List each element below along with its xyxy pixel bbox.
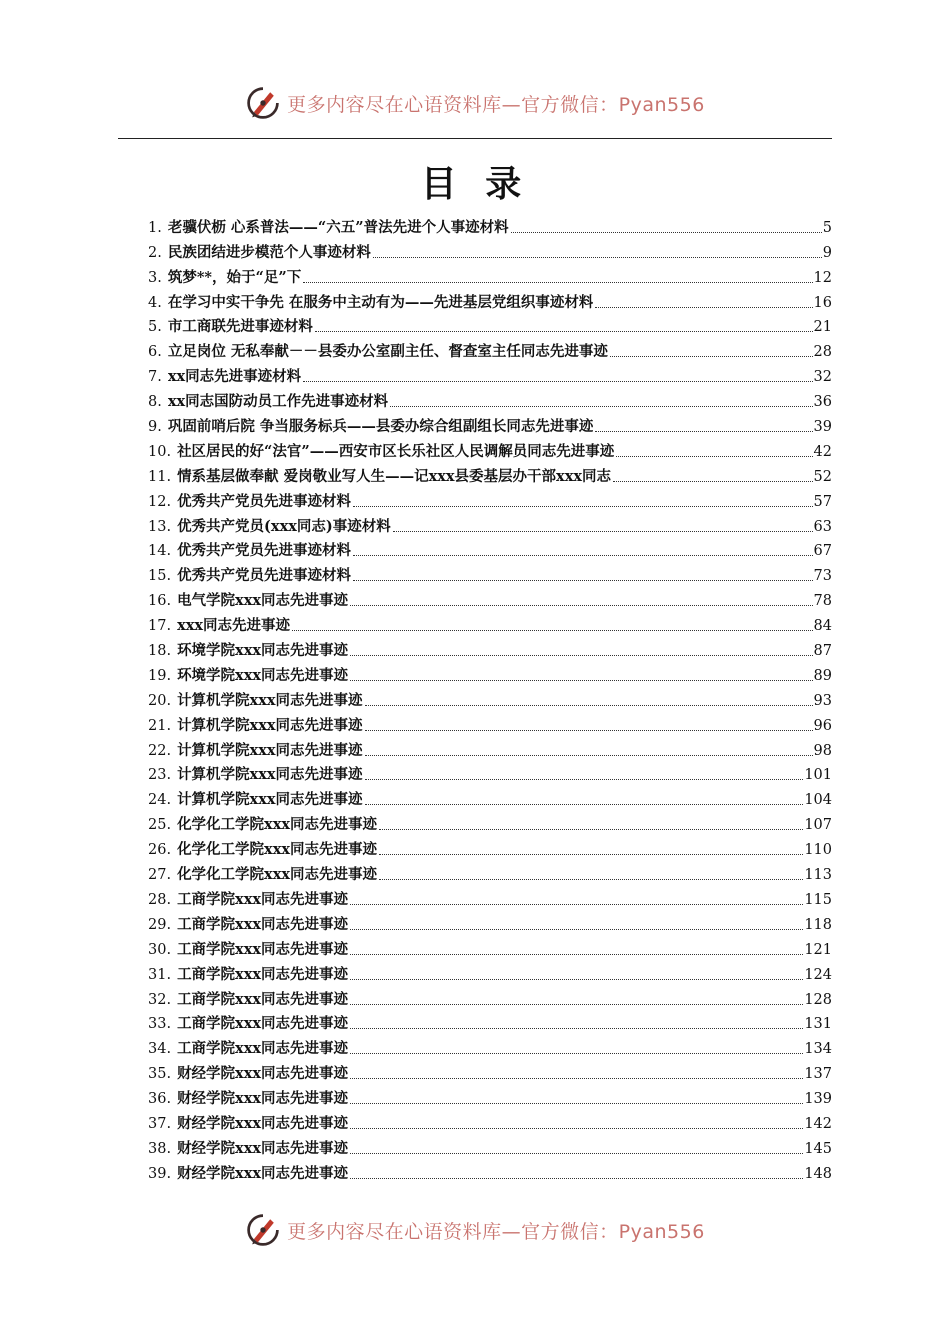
toc-entry-page: 12 — [813, 269, 832, 286]
toc-entry-title: 财经学院xxx同志先进事迹 — [177, 1090, 348, 1108]
toc-leader-dots — [292, 620, 813, 631]
toc-entry-page: 52 — [813, 468, 832, 485]
toc-entry-title: 优秀共产党员先进事迹材料 — [177, 567, 352, 585]
toc-leader-dots — [379, 869, 803, 880]
toc-entry[interactable] — [148, 1158, 832, 1183]
toc-entry-number: 39. — [148, 1165, 172, 1182]
toc-entry-number: 2. — [148, 244, 162, 261]
toc-entry-number: 22. — [148, 742, 172, 759]
toc-entry[interactable] — [148, 959, 832, 984]
toc-entry-page: 121 — [804, 941, 832, 958]
toc-entry-number: 11. — [148, 468, 172, 485]
header-banner — [0, 83, 950, 123]
toc-entry[interactable] — [148, 760, 832, 785]
toc-entry-title: 工商学院xxx同志先进事迹 — [177, 940, 348, 958]
toc-entry-page: 42 — [813, 443, 832, 460]
toc-leader-dots — [350, 994, 803, 1005]
toc-leader-dots — [365, 769, 804, 780]
toc-entry-number: 8. — [148, 394, 162, 411]
toc-entry[interactable] — [148, 934, 832, 959]
toc-leader-dots — [303, 272, 812, 283]
toc-entry-number: 27. — [148, 867, 172, 884]
toc-entry-page: 16 — [813, 294, 832, 311]
toc-leader-dots — [595, 421, 812, 432]
toc-leader-dots — [365, 745, 813, 756]
toc-entry[interactable] — [148, 336, 832, 361]
toc-entry-page: 104 — [804, 792, 832, 809]
toc-entry-number: 37. — [148, 1115, 172, 1132]
toc-entry[interactable] — [148, 312, 832, 337]
toc-entry[interactable] — [148, 1033, 832, 1058]
pen-logo-icon — [245, 1212, 281, 1248]
toc-entry-number: 29. — [148, 916, 172, 933]
page-title: 目 录 — [420, 163, 530, 205]
toc-entry[interactable] — [148, 585, 832, 610]
toc-leader-dots — [350, 1093, 803, 1104]
toc-entry-title: 计算机学院xxx同志先进事迹 — [177, 716, 363, 734]
toc-entry-title: 财经学院xxx同志先进事迹 — [177, 1139, 348, 1157]
toc-entry-title: 化学化工学院xxx同志先进事迹 — [177, 816, 377, 834]
toc-leader-dots — [613, 471, 813, 482]
toc-entry[interactable] — [148, 386, 832, 411]
toc-entry[interactable] — [148, 212, 832, 237]
pen-logo-icon — [245, 85, 281, 121]
toc-leader-dots — [610, 346, 813, 357]
toc-entry-title: xx同志国防动员工作先进事迹材料 — [167, 393, 389, 411]
toc-leader-dots — [511, 222, 822, 233]
toc-entry[interactable] — [148, 710, 832, 735]
toc-leader-dots — [303, 371, 812, 382]
toc-leader-dots — [350, 894, 803, 905]
toc-entry-page: 5 — [822, 219, 832, 236]
toc-entry-page: 78 — [813, 593, 832, 610]
toc-entry-title: 电气学院xxx同志先进事迹 — [177, 592, 348, 610]
toc-entry-number: 28. — [148, 891, 172, 908]
toc-entry-number: 20. — [148, 692, 172, 709]
toc-entry-page: 142 — [804, 1115, 832, 1132]
toc-entry-title: xx同志先进事迹材料 — [167, 368, 302, 386]
toc-entry-page: 32 — [813, 369, 832, 386]
toc-leader-dots — [350, 969, 803, 980]
toc-entry-page: 93 — [813, 692, 832, 709]
toc-leader-dots — [353, 496, 812, 507]
toc-entry-title: 社区居民的好“法官”——西安市区长乐社区人民调解员同志先进事迹 — [177, 442, 615, 460]
table-of-contents — [148, 212, 832, 1183]
toc-entry[interactable] — [148, 984, 832, 1009]
toc-entry-number: 14. — [148, 543, 172, 560]
toc-entry[interactable] — [148, 660, 832, 685]
toc-entry[interactable] — [148, 411, 832, 436]
toc-entry-title: 财经学院xxx同志先进事迹 — [177, 1114, 348, 1132]
toc-entry-title: 市工商联先进事迹材料 — [167, 318, 313, 336]
header-divider — [118, 138, 832, 139]
toc-entry[interactable] — [148, 262, 832, 287]
toc-entry-page: 115 — [804, 891, 832, 908]
toc-entry-number: 25. — [148, 817, 172, 834]
toc-leader-dots — [393, 521, 813, 532]
toc-leader-dots — [373, 247, 822, 258]
toc-leader-dots — [365, 720, 813, 731]
toc-entry-number: 21. — [148, 717, 172, 734]
toc-entry-page: 98 — [813, 742, 832, 759]
toc-entry-title: 化学化工学院xxx同志先进事迹 — [177, 866, 377, 884]
toc-entry-number: 17. — [148, 618, 172, 635]
toc-leader-dots — [353, 570, 812, 581]
toc-entry-page: 101 — [804, 767, 832, 784]
toc-entry[interactable] — [148, 685, 832, 710]
toc-entry-number: 3. — [148, 269, 162, 286]
toc-entry-number: 12. — [148, 493, 172, 510]
toc-leader-dots — [379, 819, 803, 830]
toc-entry[interactable] — [148, 536, 832, 561]
toc-entry-number: 15. — [148, 568, 172, 585]
toc-entry[interactable] — [148, 909, 832, 934]
toc-entry[interactable] — [148, 237, 832, 262]
toc-entry-number: 13. — [148, 518, 172, 535]
toc-entry[interactable] — [148, 1133, 832, 1158]
toc-entry-page: 63 — [813, 518, 832, 535]
toc-entry-page: 134 — [804, 1041, 832, 1058]
toc-entry-number: 38. — [148, 1140, 172, 1157]
toc-entry-page: 145 — [804, 1140, 832, 1157]
toc-entry-number: 26. — [148, 842, 172, 859]
toc-entry-page: 73 — [813, 568, 832, 585]
toc-entry-number: 30. — [148, 941, 172, 958]
toc-entry-number: 32. — [148, 991, 172, 1008]
toc-entry[interactable] — [148, 1108, 832, 1133]
toc-entry-number: 16. — [148, 593, 172, 610]
toc-leader-dots — [350, 670, 813, 681]
toc-entry-title: 优秀共产党员先进事迹材料 — [177, 542, 352, 560]
toc-entry-page: 128 — [804, 991, 832, 1008]
toc-entry-page: 113 — [804, 867, 832, 884]
toc-entry-page: 137 — [804, 1066, 832, 1083]
toc-entry-title: 工商学院xxx同志先进事迹 — [177, 1040, 348, 1058]
toc-entry[interactable] — [148, 287, 832, 312]
toc-entry-title: 巩固前哨后院 争当服务标兵——县委办综合组副组长同志先进事迹 — [167, 418, 594, 436]
toc-entry-title: 工商学院xxx同志先进事迹 — [177, 965, 348, 983]
toc-entry-page: 84 — [813, 618, 832, 635]
toc-entry-number: 24. — [148, 792, 172, 809]
toc-entry-title: 工商学院xxx同志先进事迹 — [177, 1015, 348, 1033]
toc-entry-title: 民族团结进步模范个人事迹材料 — [167, 243, 371, 261]
toc-entry-number: 10. — [148, 443, 172, 460]
toc-entry-number: 19. — [148, 667, 172, 684]
toc-leader-dots — [350, 1143, 803, 1154]
toc-entry-number: 1. — [148, 219, 162, 236]
toc-entry-page: 96 — [813, 717, 832, 734]
toc-entry[interactable] — [148, 859, 832, 884]
toc-entry-number: 4. — [148, 294, 162, 311]
toc-entry-number: 18. — [148, 643, 172, 660]
toc-leader-dots — [365, 794, 804, 805]
toc-entry-title: 工商学院xxx同志先进事迹 — [177, 990, 348, 1008]
toc-entry-page: 21 — [813, 319, 832, 336]
toc-entry-page: 124 — [804, 966, 832, 983]
toc-leader-dots — [350, 1018, 803, 1029]
toc-entry-page: 148 — [804, 1165, 832, 1182]
toc-leader-dots — [379, 844, 803, 855]
header-banner-text: 更多内容尽在心语资料库—官方微信：Pyan556 — [287, 93, 705, 116]
toc-leader-dots — [595, 297, 812, 308]
toc-entry[interactable] — [148, 461, 832, 486]
toc-entry-title: 工商学院xxx同志先进事迹 — [177, 915, 348, 933]
toc-entry[interactable] — [148, 784, 832, 809]
toc-entry-number: 34. — [148, 1041, 172, 1058]
toc-entry-number: 6. — [148, 344, 162, 361]
toc-entry-page: 9 — [822, 244, 832, 261]
footer-banner — [0, 1210, 950, 1250]
toc-entry-page: 87 — [813, 643, 832, 660]
toc-entry[interactable] — [148, 436, 832, 461]
toc-entry-page: 107 — [804, 817, 832, 834]
toc-entry-title: 环境学院xxx同志先进事迹 — [177, 666, 348, 684]
toc-leader-dots — [350, 944, 803, 955]
toc-entry[interactable] — [148, 884, 832, 909]
toc-entry[interactable] — [148, 361, 832, 386]
toc-leader-dots — [616, 446, 812, 457]
toc-leader-dots — [315, 321, 813, 332]
toc-entry[interactable] — [148, 486, 832, 511]
toc-entry[interactable] — [148, 735, 832, 760]
toc-entry-page: 131 — [804, 1016, 832, 1033]
toc-entry[interactable] — [148, 809, 832, 834]
toc-entry-number: 7. — [148, 369, 162, 386]
toc-entry-title: 工商学院xxx同志先进事迹 — [177, 890, 348, 908]
toc-leader-dots — [350, 1043, 803, 1054]
toc-entry[interactable] — [148, 1009, 832, 1034]
toc-leader-dots — [365, 695, 813, 706]
toc-entry-number: 9. — [148, 419, 162, 436]
toc-entry-title: 计算机学院xxx同志先进事迹 — [177, 791, 363, 809]
toc-leader-dots — [390, 396, 812, 407]
toc-entry[interactable] — [148, 560, 832, 585]
toc-entry-page: 28 — [813, 344, 832, 361]
toc-entry-number: 31. — [148, 966, 172, 983]
toc-entry-title: 在学习中实干争先 在服务中主动有为——先进基层党组织事迹材料 — [167, 293, 594, 311]
toc-entry-title: 老骥伏枥 心系普法——“六五”普法先进个人事迹材料 — [167, 218, 509, 236]
footer-banner-text: 更多内容尽在心语资料库—官方微信：Pyan556 — [287, 1220, 705, 1243]
toc-entry-number: 35. — [148, 1066, 172, 1083]
toc-entry-title: 计算机学院xxx同志先进事迹 — [177, 766, 363, 784]
toc-entry-title: 筑梦**，始于“足”下 — [167, 268, 302, 286]
toc-leader-dots — [350, 595, 813, 606]
toc-entry-page: 67 — [813, 543, 832, 560]
toc-entry-page: 89 — [813, 667, 832, 684]
toc-entry-title: 立足岗位 无私奉献－－县委办公室副主任、督查室主任同志先进事迹 — [167, 343, 608, 361]
toc-entry-number: 36. — [148, 1091, 172, 1108]
toc-entry[interactable] — [148, 834, 832, 859]
toc-entry-page: 36 — [813, 394, 832, 411]
toc-leader-dots — [353, 545, 812, 556]
toc-entry-number: 23. — [148, 767, 172, 784]
toc-entry[interactable] — [148, 511, 832, 536]
toc-entry[interactable] — [148, 635, 832, 660]
toc-leader-dots — [350, 1168, 803, 1179]
toc-entry-title: 财经学院xxx同志先进事迹 — [177, 1065, 348, 1083]
toc-entry-page: 39 — [813, 419, 832, 436]
toc-leader-dots — [350, 919, 803, 930]
toc-leader-dots — [350, 645, 813, 656]
toc-entry-title: 优秀共产党员先进事迹材料 — [177, 492, 352, 510]
toc-entry-title: 计算机学院xxx同志先进事迹 — [177, 741, 363, 759]
toc-entry-page: 139 — [804, 1091, 832, 1108]
toc-entry-title: 优秀共产党员(xxx同志)事迹材料 — [177, 517, 391, 535]
toc-entry-title: 情系基层做奉献 爱岗敬业写人生——记xxx县委基层办干部xxx同志 — [177, 467, 611, 485]
toc-entry[interactable] — [148, 610, 832, 635]
toc-entry-page: 110 — [804, 842, 832, 859]
toc-entry-page: 57 — [813, 493, 832, 510]
toc-entry-title: xxx同志先进事迹 — [177, 617, 290, 635]
toc-entry-number: 33. — [148, 1016, 172, 1033]
toc-entry-number: 5. — [148, 319, 162, 336]
toc-entry-title: 化学化工学院xxx同志先进事迹 — [177, 841, 377, 859]
toc-leader-dots — [350, 1118, 803, 1129]
toc-entry-title: 环境学院xxx同志先进事迹 — [177, 642, 348, 660]
toc-entry-page: 118 — [804, 916, 832, 933]
toc-entry-title: 计算机学院xxx同志先进事迹 — [177, 691, 363, 709]
toc-entry-title: 财经学院xxx同志先进事迹 — [177, 1164, 348, 1182]
toc-entry[interactable] — [148, 1083, 832, 1108]
toc-entry[interactable] — [148, 1058, 832, 1083]
toc-leader-dots — [350, 1068, 803, 1079]
